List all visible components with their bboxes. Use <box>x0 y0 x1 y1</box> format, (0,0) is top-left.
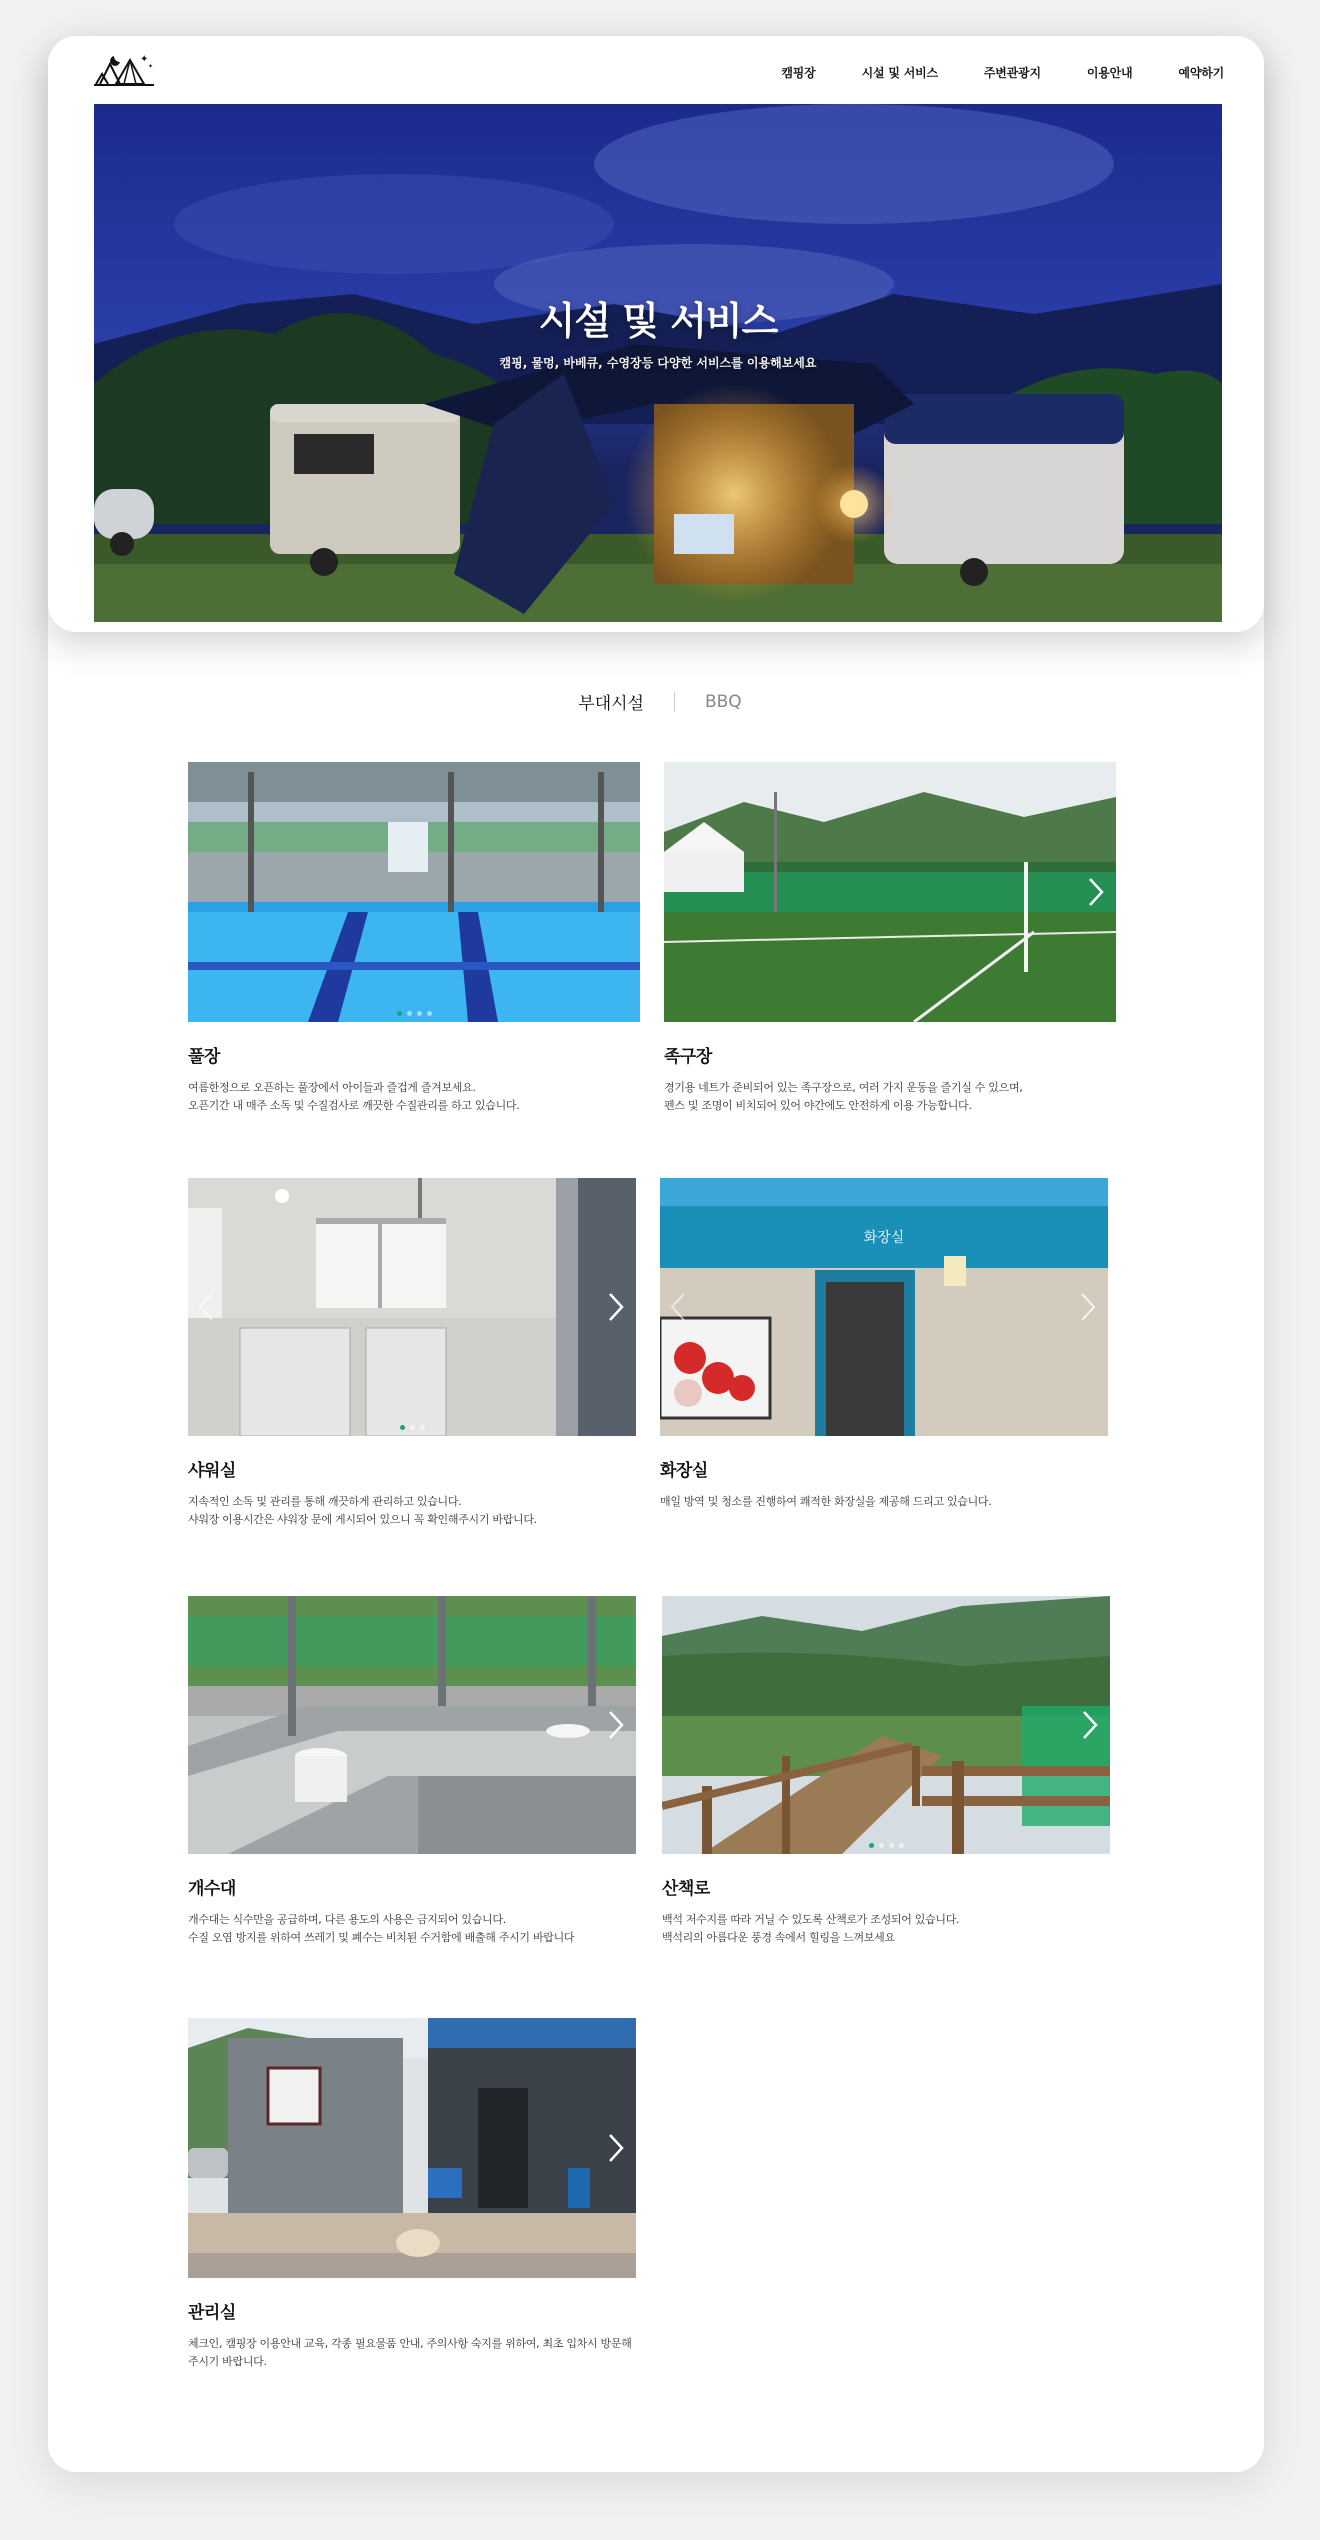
carousel-next-icon[interactable] <box>1080 1709 1100 1741</box>
nav-item-facilities[interactable]: 시설 및 서비스 <box>861 66 938 80</box>
facility-title: 개수대 <box>188 1879 236 1899</box>
carousel-dots <box>662 1843 1110 1848</box>
facility-photo-pool <box>188 762 640 1022</box>
hero-banner <box>94 104 1222 622</box>
hero-subtitle: 캠핑, 물멍, 바베큐, 수영장등 다양한 서비스를 이용해보세요 <box>499 356 817 370</box>
nav-item-guide[interactable]: 이용안내 <box>1086 66 1133 80</box>
restroom-sign-text: 화장실 <box>863 1230 905 1246</box>
hero-title: 시설 및 서비스 <box>538 299 778 343</box>
carousel-dots <box>188 1425 636 1430</box>
tab-amenities[interactable]: 부대시설 <box>578 694 644 714</box>
carousel-dots <box>188 1011 640 1016</box>
carousel-dot[interactable] <box>400 1425 405 1430</box>
facility-description: 백석 저수지를 따라 거닐 수 있도록 산책로가 조성되어 있습니다. 백석리의 아름다운 풍경 속에서 힐링을 느껴보세요 <box>662 1913 960 1944</box>
nav-item-campsite[interactable]: 캠핑장 <box>781 66 816 80</box>
carousel-dot[interactable] <box>879 1843 884 1848</box>
facility-description: 지속적인 소독 및 관리를 통해 깨끗하게 관리하고 있습니다. 샤워장 이용시간은 샤워장 문에 게시되어 있으니 꼭 확인해주시기 바랍니다. <box>188 1495 537 1526</box>
facility-title: 족구장 <box>664 1047 712 1067</box>
facility-title: 풀장 <box>188 1047 220 1067</box>
carousel-dot[interactable] <box>420 1425 425 1430</box>
facility-title: 샤워실 <box>188 1461 236 1481</box>
facility-description: 여름한정으로 오픈하는 풀장에서 아이들과 즐겁게 즐겨보세요. 오픈기간 내 매주 소독 및 수질검사로 깨끗한 수질관리를 하고 있습니다. <box>188 1081 520 1112</box>
carousel-dot[interactable] <box>427 1011 432 1016</box>
carousel-next-icon[interactable] <box>606 1291 626 1323</box>
svg-text:✦: ✦ <box>148 63 154 70</box>
main-nav <box>781 64 1224 81</box>
carousel-dot[interactable] <box>889 1843 894 1848</box>
carousel-dot[interactable] <box>899 1843 904 1848</box>
carousel-dot[interactable] <box>397 1011 402 1016</box>
nav-item-reservation[interactable]: 예약하기 <box>1178 66 1224 80</box>
facility-title: 관리실 <box>188 2303 236 2323</box>
nav-item-attractions[interactable]: 주변관광지 <box>983 66 1041 80</box>
facility-card-restroom <box>660 1178 1108 1511</box>
facility-photo-trail <box>662 1596 1110 1854</box>
facility-description: 체크인, 캠핑장 이용안내 교육, 각종 필요물품 안내, 주의사항 숙지를 위하여, 최초 입차시 방문해 주시기 바랍니다. <box>188 2337 632 2368</box>
facility-card-pool <box>188 762 640 1115</box>
camping-tent-logo-icon[interactable] <box>94 50 158 90</box>
carousel-next-icon[interactable] <box>606 1709 626 1741</box>
carousel-next-icon[interactable] <box>1078 1291 1098 1323</box>
facility-description: 경기용 네트가 준비되어 있는 족구장으로, 여러 가지 운동을 즐기실 수 있으며, 펜스 및 조명이 비치되어 있어 야간에도 안전하게 이용 가능합니다. <box>664 1081 1023 1112</box>
facility-photo-jokgu <box>664 762 1116 1022</box>
facility-tabs <box>0 689 1320 714</box>
facility-card-office <box>188 2018 636 2371</box>
carousel-prev-icon[interactable] <box>196 1291 216 1323</box>
facility-photo-shower <box>188 1178 636 1436</box>
carousel-dot[interactable] <box>869 1843 874 1848</box>
tab-bbq[interactable]: BBQ <box>704 691 742 712</box>
carousel-dot[interactable] <box>417 1011 422 1016</box>
header-hero-card <box>48 36 1264 632</box>
carousel-prev-icon[interactable] <box>668 1291 688 1323</box>
carousel-next-icon[interactable] <box>606 2132 626 2164</box>
facility-card-shower <box>188 1178 636 1529</box>
facility-card-jokgu <box>664 762 1116 1115</box>
facility-description: 개수대는 식수만을 공급하며, 다른 용도의 사용은 금지되어 있습니다. 수질 오염 방지를 위하여 쓰레기 및 폐수는 비치된 수거함에 배출해 주시기 바랍니다 <box>188 1913 575 1944</box>
carousel-dot[interactable] <box>407 1011 412 1016</box>
carousel-dot[interactable] <box>410 1425 415 1430</box>
facility-title: 화장실 <box>660 1461 708 1481</box>
facility-photo-office <box>188 2018 636 2278</box>
svg-text:✦: ✦ <box>140 54 149 65</box>
facility-title: 산책로 <box>662 1879 710 1899</box>
facility-photo-restroom <box>660 1178 1108 1436</box>
facility-card-trail <box>662 1596 1110 1947</box>
facility-photo-sink <box>188 1596 636 1854</box>
facility-description: 매일 방역 및 청소를 진행하여 쾌적한 화장실을 제공해 드리고 있습니다. <box>660 1495 992 1508</box>
carousel-next-icon[interactable] <box>1086 876 1106 908</box>
facility-card-sink <box>188 1596 636 1947</box>
